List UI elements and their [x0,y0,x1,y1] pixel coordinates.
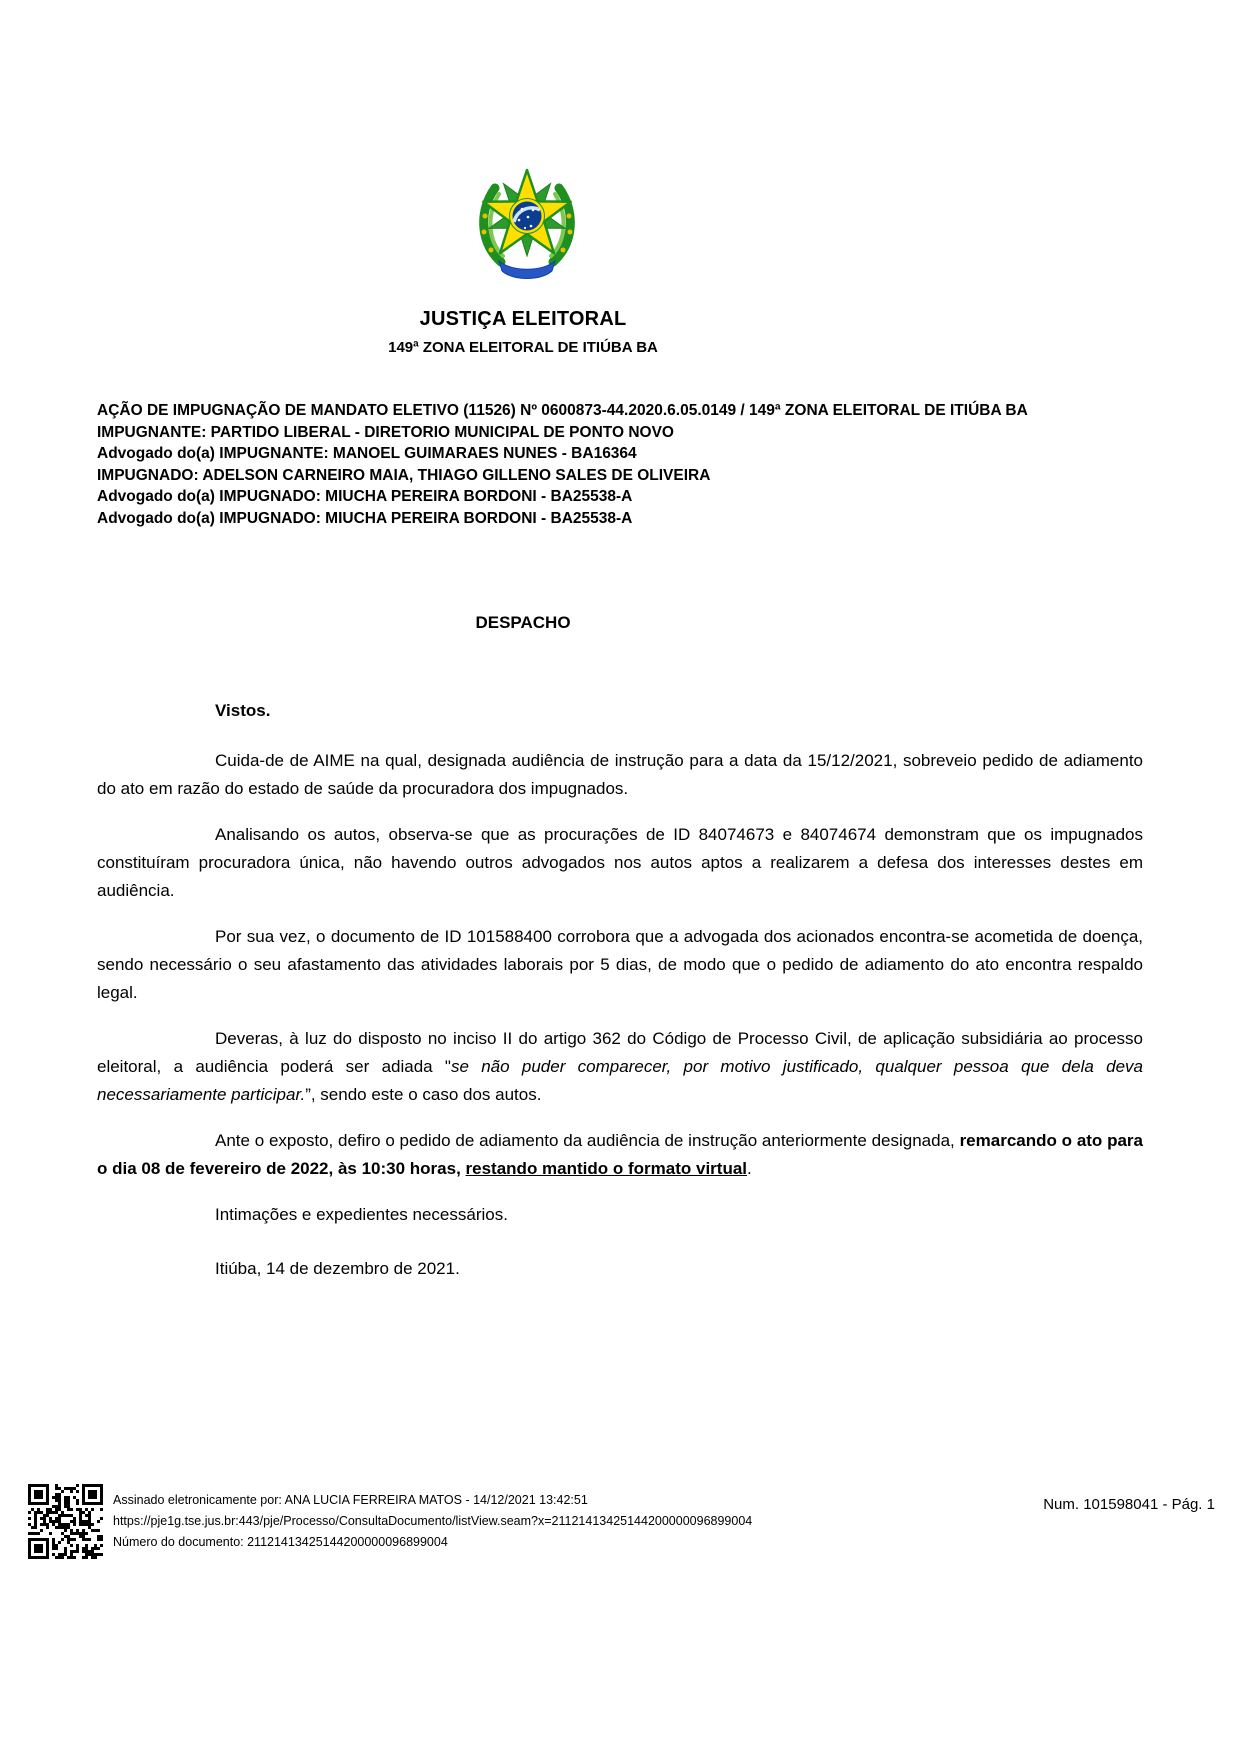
document-url: https://pje1g.tse.jus.br:443/pje/Processo/ConsultaDocumento/listView.seam?x=21121413425144200000096899004 [113,1514,753,1528]
case-line-advogado-impugnado-2: Advogado do(a) IMPUGNADO: MIUCHA PEREIRA BORDONI - BA25538-A [97,509,633,527]
case-line-advogado-impugnante: Advogado do(a) IMPUGNANTE: MANOEL GUIMARAES NUNES - BA16364 [97,445,637,462]
paragraph-1: Cuida-de de AIME na qual, designada audiência de instrução para a data da 15/12/2021, sobreveio pedido de adiamento do ato em razão do estado de saúde da procuradora dos impugnados. [97,751,1143,798]
paragraph-4-quote: se não puder comparecer, por motivo justificado, qualquer pessoa que dela deva necessariamente participar. [97,1057,1143,1104]
qr-code [28,1484,103,1559]
coat-of-arms-icon [471,160,583,282]
paragraph-3: Por sua vez, o documento de ID 101588400 corrobora que a advogada dos acionados encontra-se acometida de doença, sendo necessário o seu afastamento das atividades laborais por 5 dias, de modo que o pedido de adiamento do ato encontra respaldo legal. [97,927,1143,1002]
case-line-impugnante: IMPUGNANTE: PARTIDO LIBERAL - DIRETORIO MUNICIPAL DE PONTO NOVO [97,423,674,441]
despacho-heading: DESPACHO [475,613,571,632]
document-number: Número do documento: 21121413425144200000096899004 [113,1535,448,1549]
document-body [97,697,1143,1283]
paragraph-5-bold: remarcando o ato para o dia 08 de fevereiro de 2022, às 10:30 horas, [97,1131,1144,1178]
paragraph-5-underline: restando mantido o formato virtual [465,1159,748,1178]
paragraph-5-end: . [747,1159,752,1178]
case-info [97,400,1143,529]
page-title: JUSTIÇA ELEITORAL [419,308,627,330]
paragraph-5 [97,1127,1143,1183]
footer-meta [113,1490,752,1553]
page-number-label: Num. 101598041 - Pág. 1 [1043,1496,1215,1513]
paragraph-4-start: Deveras, à luz do disposto no inciso II do artigo 362 do Código de Processo Civil, de aplicação subsidiária ao processo eleitoral, a audiência poderá ser adiada " [97,1029,1143,1076]
signature-line: Assinado eletronicamente por: ANA LUCIA FERREIRA MATOS - 14/12/2021 13:42:51 [113,1493,588,1507]
paragraph-4-end: ”, sendo este o caso dos autos. [305,1085,542,1104]
page-subtitle: 149ª ZONA ELEITORAL DE ITIÚBA BA [388,339,658,356]
paragraph-2: Analisando os autos, observa-se que as procurações de ID 84074673 e 84074674 demonstram que os impugnados constituíram procuradora única, não havendo outros advogados nos autos aptos a realizarem a defesa dos interesses destes em audiência. [97,825,1143,900]
case-line-advogado-impugnado-1: Advogado do(a) IMPUGNADO: MIUCHA PEREIRA BORDONI - BA25538-A [97,488,633,505]
vistos-line: Vistos. [215,701,271,720]
case-line-impugnado: IMPUGNADO: ADELSON CARNEIRO MAIA, THIAGO GILLENO SALES DE OLIVEIRA [97,466,711,484]
paragraph-6: Intimações e expedientes necessários. [215,1205,508,1224]
footer [28,1484,1215,1559]
paragraph-7: Itiúba, 14 de dezembro de 2021. [215,1259,460,1278]
paragraph-5-start: Ante o exposto, defiro o pedido de adiamento da audiência de instrução anteriormente designada, [215,1131,960,1150]
case-line-action: AÇÃO DE IMPUGNAÇÃO DE MANDATO ELETIVO (11526) Nº 0600873-44.2020.6.05.0149 / 149ª ZONA ELEITORAL DE ITIÚBA BA [97,402,1028,419]
paragraph-4 [97,1025,1143,1109]
